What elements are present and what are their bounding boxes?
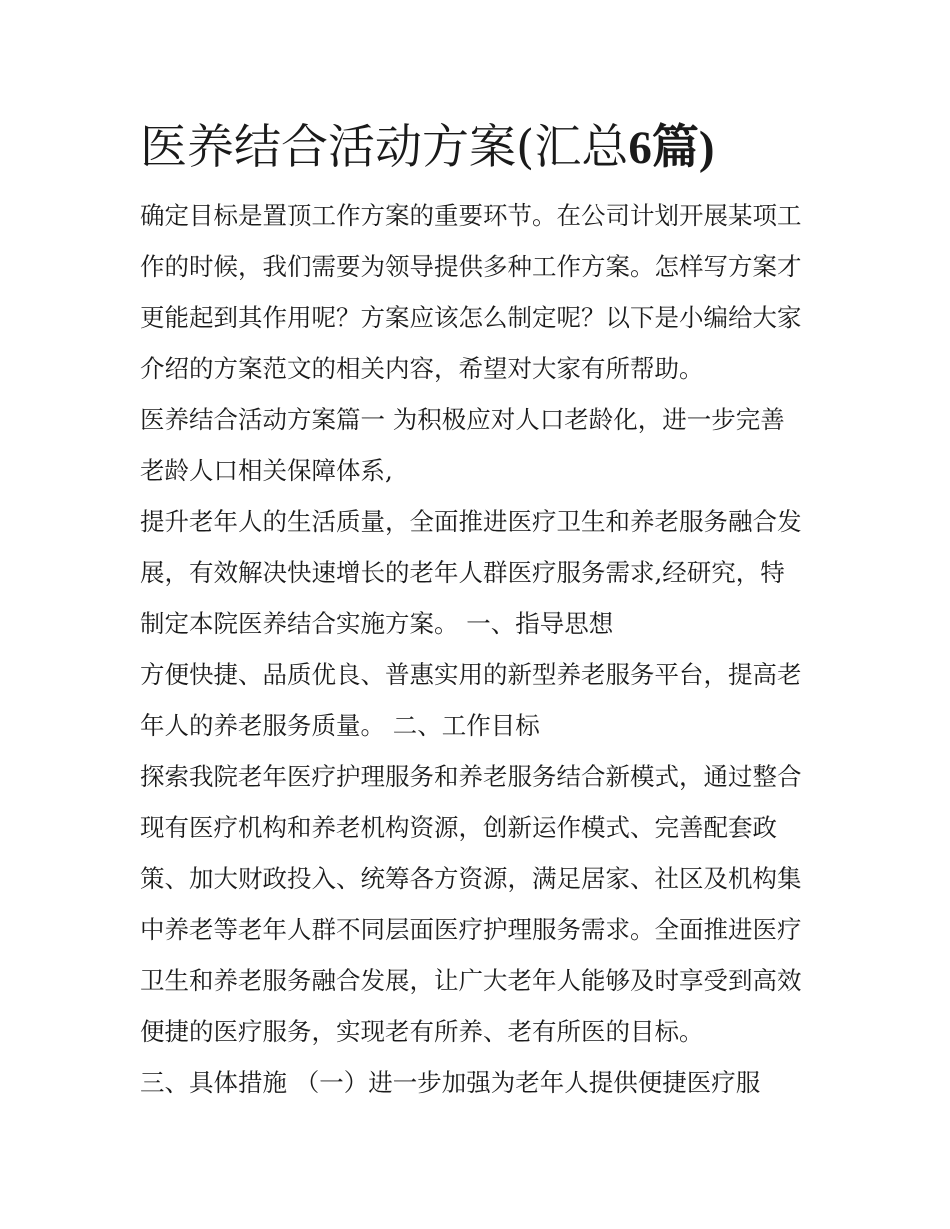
body-line: 中养老等老年人群不同层面医疗护理服务需求。全面推进医疗 xyxy=(140,915,802,944)
body-line: 卫生和养老服务融合发展，让广大老年人能够及时享受到高效 xyxy=(140,966,802,995)
document-page xyxy=(140,112,820,1108)
body-line: 现有医疗机构和养老机构资源，创新运作模式、完善配套政 xyxy=(140,813,777,842)
body-line: 探索我院老年医疗护理服务和养老服务结合新模式，通过整合 xyxy=(140,762,802,791)
body-line: 作的时候，我们需要为领导提供多种工作方案。怎样写方案才 xyxy=(140,252,802,281)
body-line: 医养结合活动方案篇一 为积极应对人口老龄化，进一步完善 xyxy=(140,405,785,434)
body-line: 提升老年人的生活质量，全面推进医疗卫生和养老服务融合发 xyxy=(140,507,802,536)
body-line: 便捷的医疗服务，实现老有所养、老有所医的目标。 xyxy=(140,1017,704,1046)
body-line: 展，有效解决快速增长的老年人群医疗服务需求,经研究，特 xyxy=(140,558,785,587)
body-line: 方便快捷、品质优良、普惠实用的新型养老服务平台，提高老 xyxy=(140,660,802,689)
title-text-part-1: 医养结合活动方案(汇总 xyxy=(140,120,629,175)
body-line: 策、加大财政投入、统筹各方资源，满足居家、社区及机构集 xyxy=(140,864,802,893)
body-line: 三、具体措施 （一）进一步加强为老年人提供便捷医疗服 xyxy=(140,1068,761,1097)
body-line: 更能起到其作用呢？方案应该怎么制定呢？以下是小编给大家 xyxy=(140,303,802,332)
body-line: 老龄人口相关保障体系, xyxy=(140,456,393,485)
document-body xyxy=(140,190,820,1108)
body-line: 制定本院医养结合实施方案。 一、指导思想 xyxy=(140,609,614,638)
body-line: 确定目标是置顶工作方案的重要环节。在公司计划开展某项工 xyxy=(140,201,802,230)
title-text-part-2: 篇) xyxy=(651,122,715,174)
title-number: 6 xyxy=(628,122,652,174)
body-line: 介绍的方案范文的相关内容，希望对大家有所帮助。 xyxy=(140,354,704,383)
body-line: 年人的养老服务质量。 二、工作目标 xyxy=(140,711,540,740)
document-title xyxy=(140,112,820,184)
